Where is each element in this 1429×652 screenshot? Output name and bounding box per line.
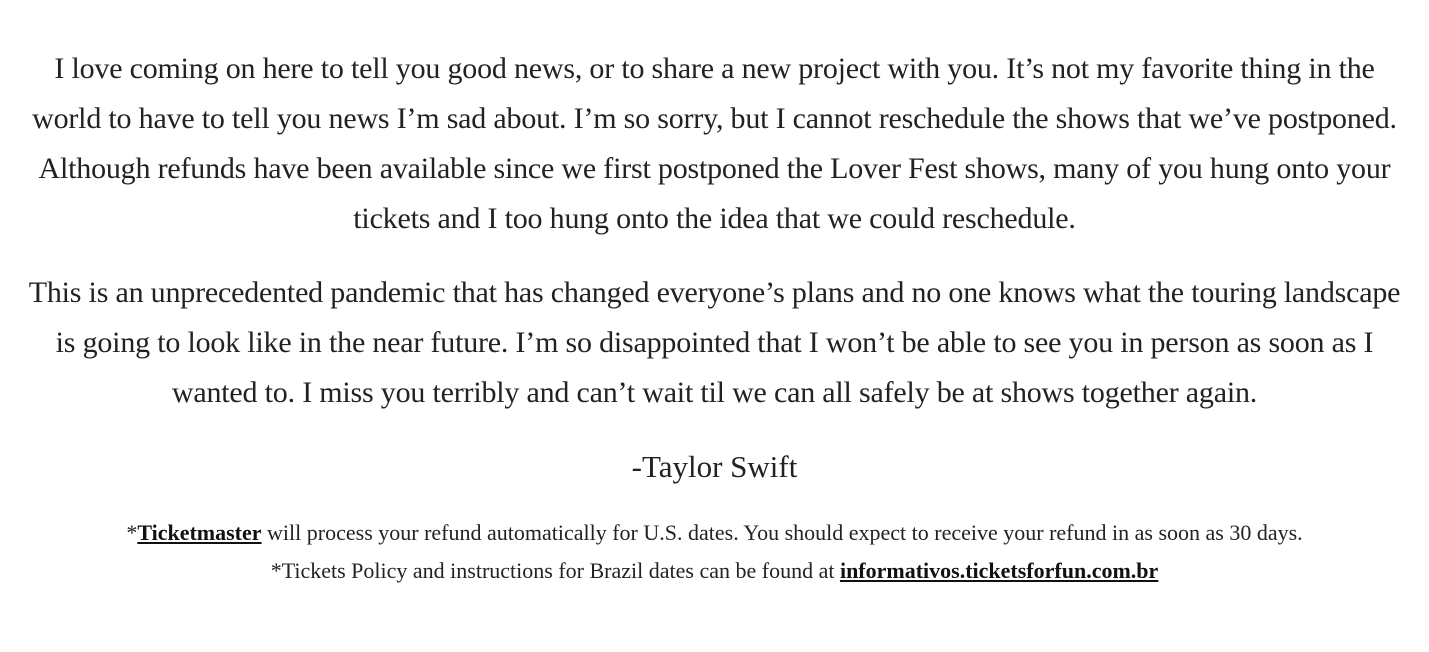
brazil-policy-note bbox=[0, 552, 1429, 590]
us-note-text: will process your refund automatically for U.S. dates. You should expect to receive your refund in as soon as 30 days. bbox=[261, 520, 1303, 545]
message-paragraph-1: I love coming on here to tell you good news, or to share a new project with you. It’s not my favorite thing in the world to have to tell you news I’m sad about. I’m so sorry, but I cannot reschedule the shows that we’ve postponed. Although refunds have been available since we first postponed the Lover Fest shows, many of you hung onto your tickets and I too hung onto the idea that we could reschedule. bbox=[32, 52, 1397, 235]
us-note-prefix: * bbox=[126, 520, 138, 545]
ticketsforfun-link[interactable]: informativos.ticketsforfun.com.br bbox=[839, 558, 1159, 583]
message-paragraph-2: This is an unprecedented pandemic that has changed everyone’s plans and no one knows what the touring landscape is going to look like in the near future. I’m so disappointed that I won’t be able to see you in person as soon as I wanted to. I miss you terribly and can’t wait til we can all safely be at shows together again. bbox=[28, 276, 1401, 409]
ticketmaster-link[interactable]: Ticketmaster bbox=[137, 520, 262, 545]
footnotes bbox=[0, 514, 1429, 590]
message-body bbox=[25, 44, 1405, 492]
signature: -Taylor Swift bbox=[631, 449, 798, 484]
brazil-note-text: *Tickets Policy and instructions for Brazil dates can be found at bbox=[270, 558, 840, 583]
us-refund-note bbox=[0, 514, 1429, 552]
